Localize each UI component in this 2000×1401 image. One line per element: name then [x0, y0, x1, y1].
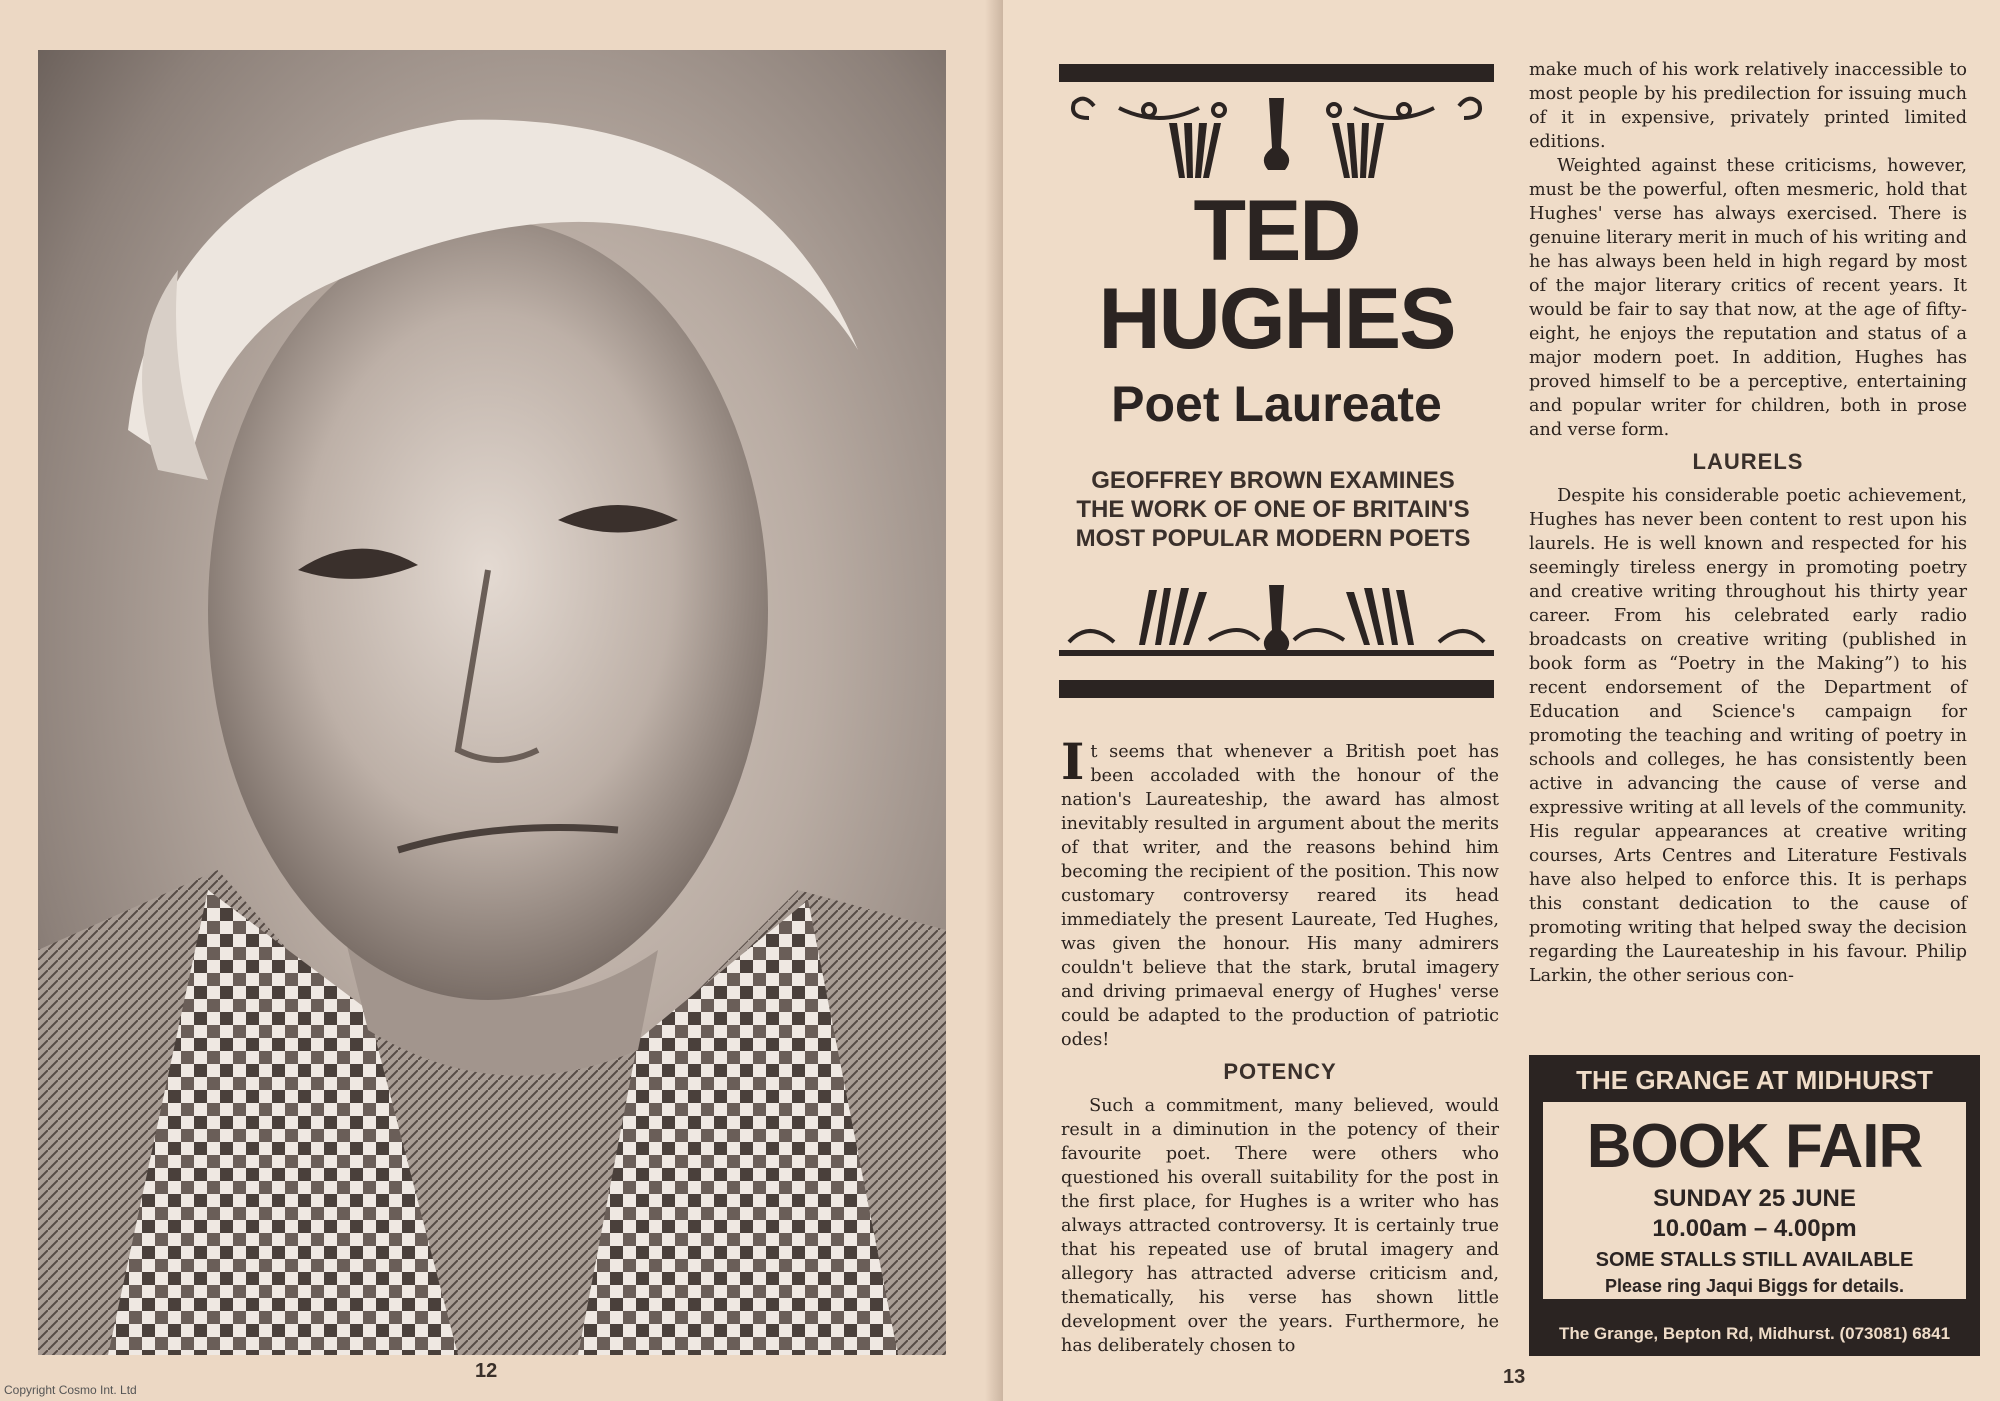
portrait-illustration: [38, 50, 946, 1355]
standfirst: [1053, 466, 1493, 553]
portrait-photo: [38, 50, 946, 1355]
article-paragraph: Weighted against these criticisms, however, must be the powerful, often mesmeric, hold that Hughes' verse has always exercised. There is genuine literary merit in much of his writing and he has always been held in high regard by most of the major literary critics of recent years. It would be fair to say that now, at the age of fifty-eight, he enjoys the reputation and status of a major modern poet. In addition, Hughes has proved himself to be a perceptive, entertaining and popular writer for children, both in prose and verse form.: [1529, 156, 1967, 440]
bottom-rule: [1059, 680, 1494, 698]
top-ornament: [1059, 88, 1494, 188]
advert-time: 10.00am – 4.00pm: [1652, 1215, 1857, 1242]
advert-title: BOOK FAIR: [1586, 1112, 1923, 1181]
title-poet-laureate: Poet Laureate: [1111, 376, 1442, 432]
page-number-left: 12: [475, 1360, 498, 1382]
standfirst-line: MOST POPULAR MODERN POETS: [1075, 525, 1471, 552]
article-column-2: [1529, 58, 1967, 988]
advert-stalls: SOME STALLS STILL AVAILABLE: [1595, 1249, 1914, 1271]
title-ted: TED: [1193, 183, 1360, 279]
standfirst-line: GEOFFREY BROWN EXAMINES: [1091, 467, 1455, 494]
subhead-laurels: LAURELS: [1692, 449, 1804, 474]
copyright-notice: Copyright Cosmo Int. Ltd: [4, 1383, 137, 1397]
article-paragraph: It seems that whenever a British poet has been accoladed with the honour of the nation's Laureateship, the award has almost inevitably resulted in argument about the merits of that writer, and the reasons behind him becoming the recipient of the position. This now customary controversy reared its head immediately the present Laureate, Ted Hughes, was given the honour. His many admirers couldn't believe that the stark, brutal imagery and driving primaeval energy of Hughes' verse could be adapted to the production of patriotic odes!: [1061, 732, 1499, 1050]
article-paragraph: make much of his work relatively inaccessible to most people by his predilection for issuing much of it in expensive, privately printed limited editions.: [1529, 60, 1967, 152]
title-hughes: HUGHES: [1098, 271, 1455, 367]
subhead-potency: POTENCY: [1223, 1059, 1337, 1084]
advert-body: [1543, 1102, 1966, 1299]
top-rule: [1059, 64, 1494, 82]
advert-date: SUNDAY 25 JUNE: [1653, 1185, 1856, 1212]
advert-contact: Please ring Jaqui Biggs for details.: [1604, 1276, 1905, 1296]
page-number-right: 13: [1503, 1366, 1526, 1388]
standfirst-line: THE WORK OF ONE OF BRITAIN'S: [1076, 496, 1470, 523]
article-column-1: [1061, 732, 1499, 1358]
book-fair-advert: [1529, 1055, 1980, 1356]
advert-address: The Grange, Bepton Rd, Midhurst. (073081) 6841: [1558, 1324, 1951, 1343]
bottom-ornament: [1059, 580, 1494, 670]
advert-header: THE GRANGE AT MIDHURST: [1576, 1065, 1933, 1095]
article-paragraph: Such a commitment, many believed, would result in a diminution in the potency of their favourite poet. There were others who questioned his overall suitability for the post in the first place, for Hughes is a writer who has always attracted controversy. It is certainly true that his repeated use of brutal imagery and allegory has attracted adverse criticism and, thematically, his verse has shown little development over the years. Furthermore, he has deliberately chosen to: [1061, 1096, 1499, 1356]
article-paragraph: Despite his considerable poetic achievement, Hughes has never been content to rest upon his laurels. He is well known and respected for his seemingly tireless energy in promoting poetry and creative writing throughout his thirty year career. From his celebrated early radio broadcasts on creative writing (published in book form as “Poetry in the Making”) to his recent endorsement of the Department of Education and Science's campaign for promoting the teaching and writing of poetry in schools and colleges, he has consistently been active in advancing the cause of verse and expressive writing at all levels of the community. His regular appearances at creative writing courses, Arts Centres and Literature Festivals have also helped to enforce this. It is perhaps this constant dedication to the cause of promoting writing that helped sway the decision regarding the Laureateship in his favour. Philip Larkin, the other serious con-: [1529, 486, 1967, 986]
